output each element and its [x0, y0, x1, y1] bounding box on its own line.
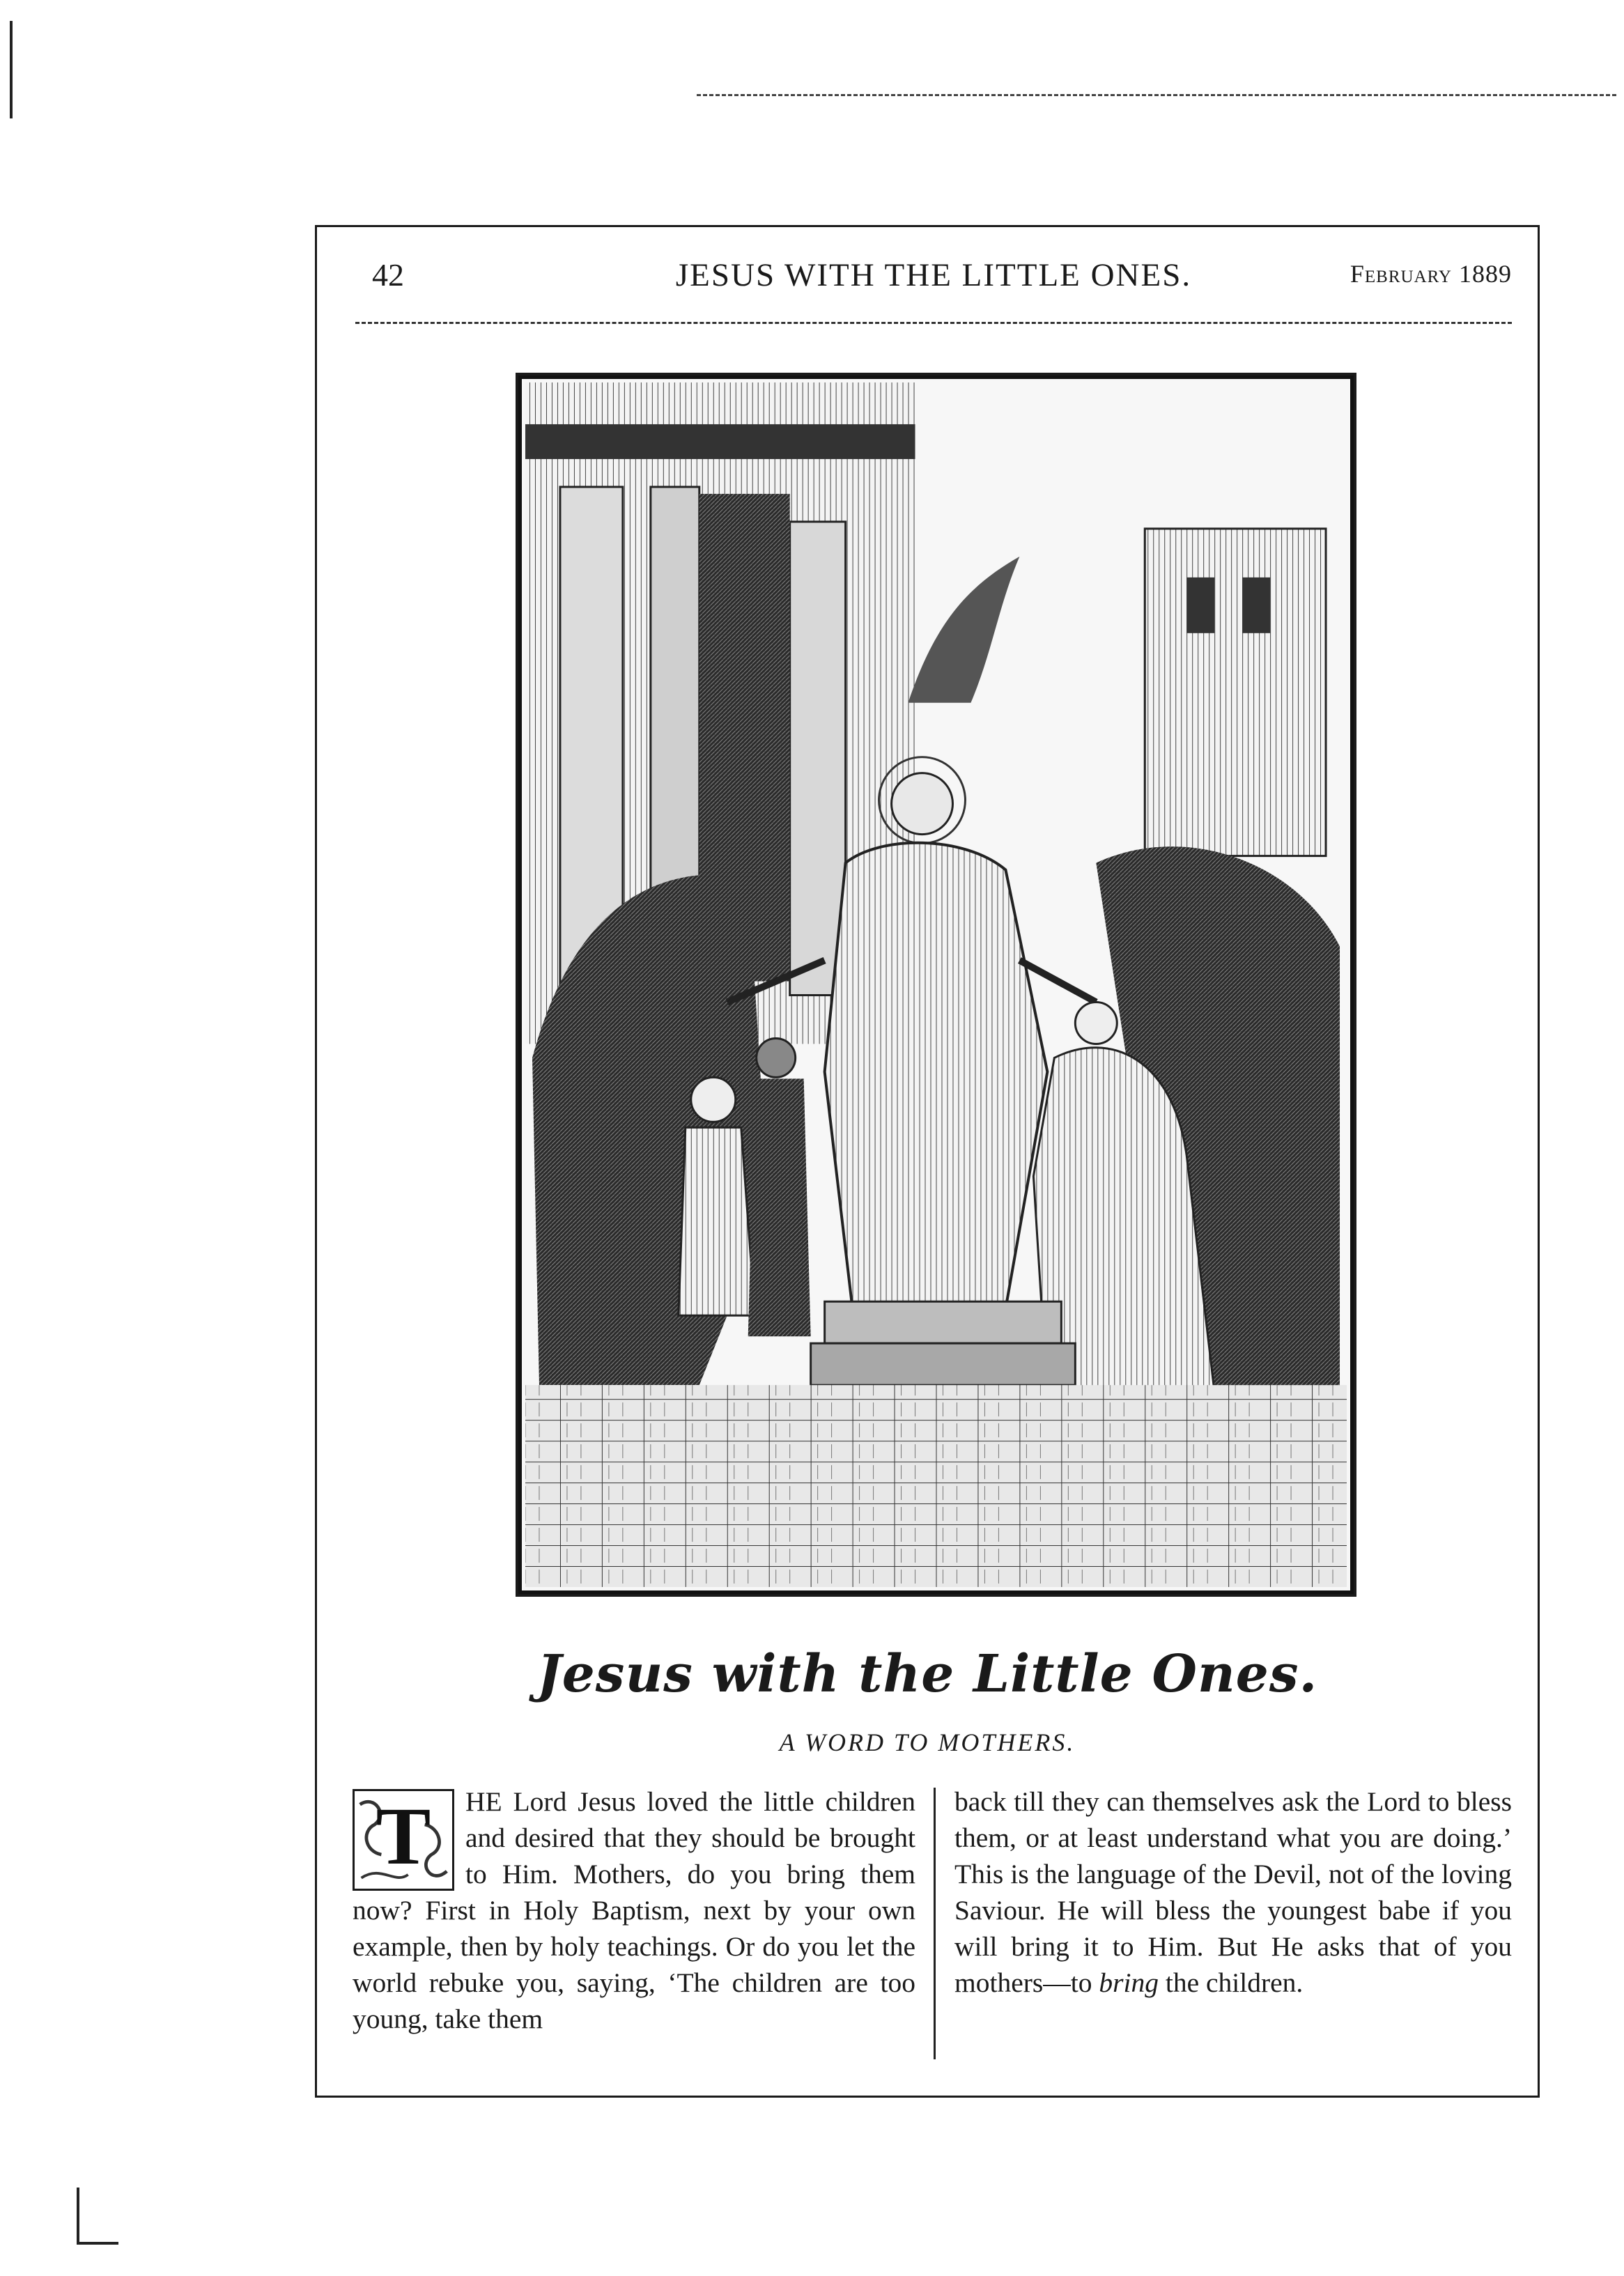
lead-caps: HE	[465, 1786, 502, 1817]
right-column-text-end: the children.	[1158, 1967, 1304, 1998]
emphasis-bring: bring	[1099, 1967, 1159, 1998]
page-number: 42	[372, 257, 404, 293]
article-column-right	[954, 1783, 1512, 2001]
column-divider	[934, 1788, 936, 2059]
running-header	[355, 256, 1512, 307]
right-column-text: back till they can themselves ask the Lord to bless them, or at least understand what you are doing.’ This is the language of the Devil, not of the loving Saviour. He will bless the youngest babe if you will bring it to Him. But He asks that of you mothers—to	[954, 1786, 1512, 1998]
issue-date: February 1889	[1350, 260, 1512, 288]
drop-cap-letter: T	[376, 1790, 431, 1882]
header-rule	[355, 322, 1512, 324]
article-title: Jesus with the Little Ones.	[536, 1644, 1318, 1704]
scan-corner-mark	[77, 2188, 79, 2243]
article-column-left	[353, 1783, 915, 2037]
scan-edge-mark	[10, 21, 13, 118]
right-column-paragraph	[954, 1783, 1512, 2001]
engraving-illustration	[516, 373, 1356, 1597]
scan-top-rule	[697, 94, 1616, 96]
article-subtitle: A WORD TO MOTHERS.	[779, 1728, 1076, 1756]
ornate-drop-cap	[353, 1789, 454, 1891]
running-title: JESUS WITH THE LITTLE ONES.	[675, 257, 1192, 293]
engraving-jesus-blessing-children-icon	[518, 376, 1354, 1594]
scan-corner-mark-foot	[77, 2242, 118, 2245]
left-column-text: Lord Jesus loved the little children and desired that they should be brought to Him. Mothers, do you bring them now? First in Holy Baptism, next by your own example, then by holy teachings. Or do you let the world rebuke you, saying, ‘The children are too young, take them	[353, 1786, 915, 2034]
